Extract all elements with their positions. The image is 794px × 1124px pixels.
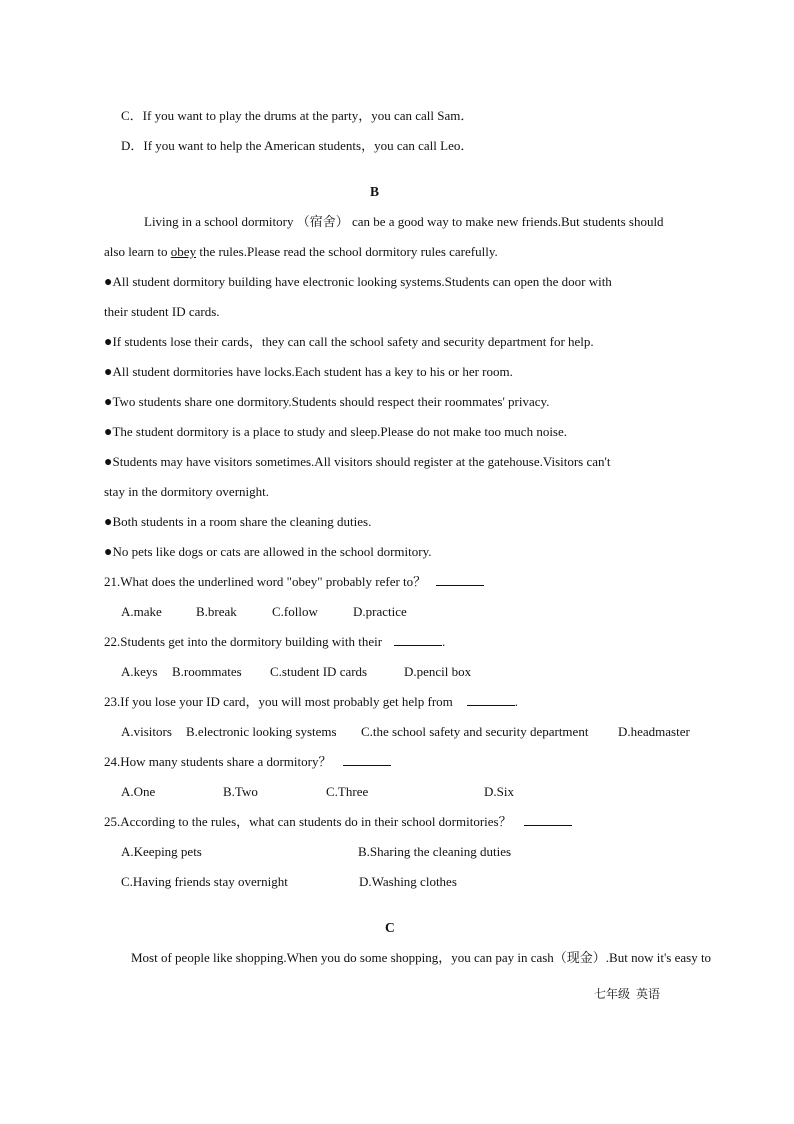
- question-24-stem: 24.How many students share a dormitory？: [104, 754, 332, 769]
- bullet-icon: ●: [104, 455, 113, 470]
- answer-blank: [524, 814, 572, 826]
- bullet-icon: ●: [104, 275, 113, 290]
- rule-5-text: The student dormitory is a place to study and sleep.Please do not make too much noise.: [112, 424, 568, 439]
- q24-option-b: B.Two: [223, 784, 258, 799]
- q23-option-c: C.the school safety and security department: [361, 724, 589, 739]
- answer-blank: [467, 694, 515, 706]
- rule-1-text: All student dormitory building have electronic looking systems.Students can open the door with: [112, 274, 612, 289]
- bullet-icon: ●: [104, 545, 113, 560]
- section-b-heading: B: [370, 184, 380, 199]
- bullet-icon: ●: [104, 515, 113, 530]
- q25-option-a: A.Keeping pets: [121, 844, 202, 859]
- q23-option-a: A.visitors: [121, 724, 172, 739]
- question-22-stem-end: .: [442, 634, 446, 649]
- q24-option-a: A.One: [121, 784, 156, 799]
- q25-option-c: C.Having friends stay overnight: [121, 874, 288, 889]
- answer-blank: [394, 634, 442, 646]
- q22-option-a: A.keys: [121, 664, 158, 679]
- intro-text-after: the rules.Please read the school dormitory rules carefully.: [196, 244, 498, 259]
- option-c-prev: C．If you want to play the drums at the party，you can call Sam．: [121, 108, 474, 123]
- q21-option-a: A.make: [121, 604, 162, 619]
- q24-option-d: D.Six: [484, 784, 514, 799]
- q22-option-b: B.roommates: [172, 664, 242, 679]
- section-c-heading: C: [385, 920, 395, 935]
- rule-4: [104, 394, 549, 411]
- rule-7-text: Both students in a room share the cleaning duties.: [112, 514, 372, 529]
- rule-4-text: Two students share one dormitory.Students should respect their roommates' privacy.: [112, 394, 550, 409]
- question-22-stem: 22.Students get into the dormitory building with their: [104, 634, 383, 649]
- q22-option-d: D.pencil box: [404, 664, 472, 679]
- answer-blank: [343, 754, 391, 766]
- question-21: [104, 574, 484, 590]
- section-c-intro-line1: Most of people like shopping.When you do some shopping，you can pay in cash（现金）.But now it's easy to: [131, 950, 712, 965]
- bullet-icon: ●: [104, 425, 113, 440]
- q25-option-b: B.Sharing the cleaning duties: [358, 844, 512, 859]
- question-23-stem: 23.If you lose your ID card，you will most probably get help from: [104, 694, 453, 709]
- rule-3-text: All student dormitories have locks.Each student has a key to his or her room.: [112, 364, 513, 379]
- q21-option-d: D.practice: [353, 604, 407, 619]
- question-21-stem: 21.What does the underlined word "obey" probably refer to？: [104, 574, 427, 589]
- rule-1: [104, 274, 612, 291]
- bullet-icon: ●: [104, 365, 113, 380]
- question-23-stem-end: .: [514, 694, 519, 709]
- question-22: [104, 634, 445, 650]
- section-b-intro-line2: [104, 244, 498, 260]
- rule-6: [104, 454, 611, 471]
- bullet-icon: ●: [104, 395, 113, 410]
- rule-6-text: Students may have visitors sometimes.All visitors should register at the gatehouse.Visitors can't: [112, 454, 611, 469]
- bullet-icon: ●: [104, 335, 113, 350]
- q21-option-c: C.follow: [272, 604, 318, 619]
- footer-grade: 七年级: [594, 987, 631, 1001]
- q21-option-b: B.break: [196, 604, 237, 619]
- question-23: [104, 694, 518, 710]
- underlined-word-obey: obey: [170, 244, 197, 259]
- rule-8-text: No pets like dogs or cats are allowed in the school dormitory.: [112, 544, 432, 559]
- footer-subject: 英语: [636, 987, 661, 1001]
- question-24: [104, 754, 391, 770]
- page-footer: [594, 985, 660, 1002]
- rule-2: [104, 334, 594, 351]
- rule-5: [104, 424, 567, 441]
- section-b-intro-line1: Living in a school dormitory （宿舍） can be a good way to make new friends.But students should: [144, 214, 664, 229]
- rule-1-cont: their student ID cards.: [104, 304, 220, 319]
- rule-3: [104, 364, 513, 381]
- answer-blank: [436, 574, 484, 586]
- q24-option-c: C.Three: [326, 784, 369, 799]
- rule-8: [104, 544, 432, 561]
- rule-6-cont: stay in the dormitory overnight.: [104, 484, 270, 499]
- q25-option-d: D.Washing clothes: [359, 874, 457, 889]
- rule-7: [104, 514, 371, 531]
- rule-2-text: If students lose their cards，they can call the school safety and security department for help.: [112, 334, 594, 349]
- q23-option-d: D.headmaster: [618, 724, 690, 739]
- q23-option-b: B.electronic looking systems: [186, 724, 337, 739]
- intro-text-before: also learn to: [104, 244, 171, 259]
- question-25: [104, 814, 572, 830]
- option-d-prev: D．If you want to help the American students，you can call Leo．: [121, 138, 474, 153]
- question-25-stem: 25.According to the rules，what can students do in their school dormitories？: [104, 814, 512, 829]
- q22-option-c: C.student ID cards: [270, 664, 368, 679]
